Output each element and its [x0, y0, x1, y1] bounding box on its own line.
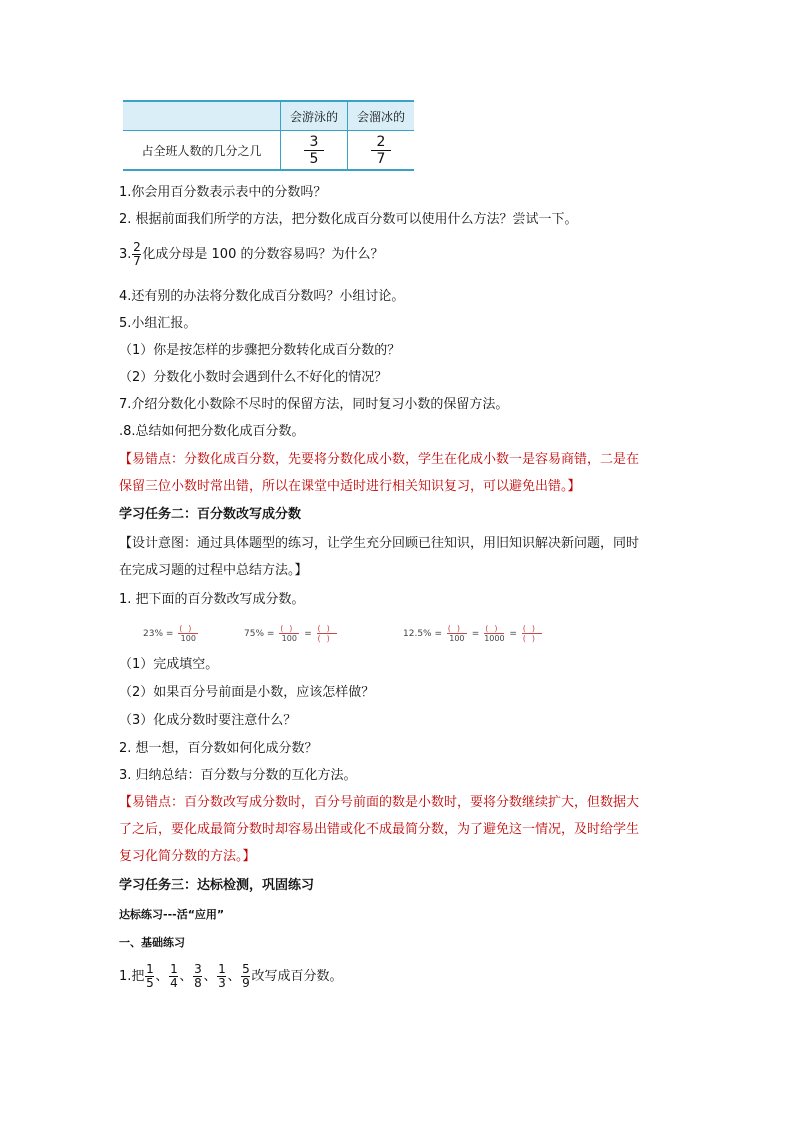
question-8: .8.总结如何把分数化成百分数。 [119, 424, 305, 439]
question-4: 4.还有别的办法将分数化成百分数吗？小组讨论。 [119, 289, 405, 304]
table-cell-swim: $\frac{3}{5}$ [281, 131, 348, 171]
design-intent-line-1: 【设计意图：通过具体题型的练习，让学生充分回顾已往知识，用旧知识解决新问题，同时 [119, 536, 640, 551]
fraction: $\frac{1}{4}$ [170, 962, 178, 990]
table-cell-skate: $\frac{2}{7}$ [348, 131, 415, 171]
fraction: $\frac{3}{8}$ [194, 962, 202, 990]
separator: 、 [179, 969, 193, 984]
error-note-2-line-3: 复习化简分数的方法。】 [119, 849, 256, 864]
practice-2: 2. 想一想，百分数如何化成分数？ [119, 741, 318, 756]
task-3-heading: 学习任务三：达标检测，巩固练习 [119, 878, 315, 893]
practice-1: 1. 把下面的百分数改写成分数。 [119, 592, 305, 607]
fraction: $\frac{5}{9}$ [242, 962, 250, 990]
separator: 、 [227, 969, 241, 984]
table-corner-cell [123, 101, 281, 131]
separator: 、 [203, 969, 217, 984]
step-3: （3）化成分数时要注意什么？ [119, 713, 297, 728]
table-header-swim: 会游泳的 [281, 101, 348, 131]
table-header-skate: 会溜冰的 [348, 101, 415, 131]
step-2: （2）如果百分号前面是小数，应该怎样做？ [119, 685, 375, 700]
question-2: 2. 根据前面我们所学的方法，把分数化成百分数可以使用什么方法？尝试一下。 [119, 212, 578, 227]
fraction: $\frac{1}{5}$ [146, 962, 154, 990]
fraction: $\frac{1}{3}$ [218, 962, 226, 990]
fraction-list [144, 962, 251, 990]
question-1: 1.你会用百分数表示表中的分数吗？ [119, 185, 327, 200]
step-1: （1）完成填空。 [119, 657, 219, 672]
separator: 、 [155, 969, 169, 984]
task-2-heading: 学习任务二：百分数改写成分数 [119, 507, 302, 522]
question-3: 3. $\frac{2}{7}$ 化成分母是 100 的分数容易吗？为什么？ [119, 240, 384, 268]
error-note-2-line-1: 【易错点：百分数改写成分数时，百分号前面的数是小数时，要将分数继续扩大，但数据大 [119, 795, 640, 810]
question-5-sub-1: （1）你是按怎样的步骤把分数转化成百分数的？ [119, 343, 401, 358]
question-5-sub-2: （2）分数化小数时会遇到什么不好化的情况？ [119, 370, 388, 385]
basic-practice-heading: 一、基础练习 [119, 936, 185, 949]
table-row-label: 占全班人数的几分之几 [123, 131, 281, 171]
error-note-2-line-2: 了之后，要化成最简分数时却容易出错或化不成最简分数，为了避免这一情况，及时给学生 [119, 822, 640, 837]
error-note-1-line-2: 保留三位小数时常出错，所以在课堂中适时进行相关知识复习，可以避免出错。】 [119, 479, 581, 494]
practice-subtitle: 达标练习---活“应用” [119, 908, 225, 921]
error-note-1-line-1: 【易错点：分数化成百分数，先要将分数化成小数，学生在化成小数一是容易商错，二是在 [119, 452, 640, 467]
practice-3: 3. 归纳总结：百分数与分数的互化方法。 [119, 768, 357, 783]
question-5: 5.小组汇报。 [119, 316, 197, 331]
convert-75-percent: 75% = () 100 = () () [244, 624, 336, 643]
last-question: 1.把 $\frac{1}{5}$ 、 $\frac{1}{4}$ 、 $\frac{3}{8}$ 、 $\frac{1}{3}$ 、 $\frac{5}{9}$ 改写成百分数。 [119, 962, 343, 990]
convert-23-percent: 23% = () 100 [143, 624, 198, 643]
question-7: 7.介绍分数化小数除不尽时的保留方法，同时复习小数的保留方法。 [119, 397, 509, 412]
design-intent-line-2: 在完成习题的过程中总结方法。】 [119, 563, 308, 578]
fraction-table [123, 100, 414, 171]
convert-12-5-percent: 12.5% = () 100 = () 1000 = () () [403, 624, 541, 643]
